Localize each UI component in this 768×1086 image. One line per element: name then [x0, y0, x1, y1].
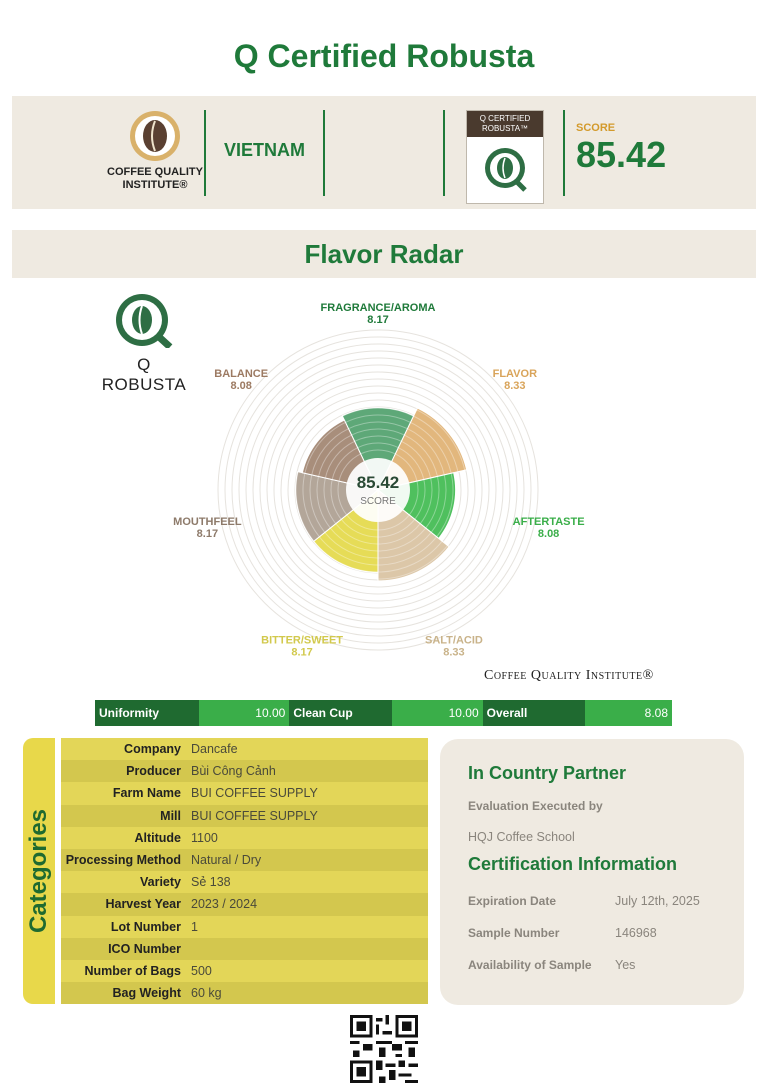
category-row — [61, 893, 428, 915]
q-robusta-logo-text: Q ROBUSTA — [101, 355, 187, 394]
divider — [443, 110, 445, 196]
radar-label-name: FRAGRANCE/AROMA — [320, 302, 436, 314]
flavor-radar-title: Flavor Radar — [304, 239, 464, 269]
category-row — [61, 916, 428, 938]
category-value: 60 kg — [191, 986, 222, 1001]
divider — [563, 110, 565, 196]
stat-label-overall: Overall — [483, 700, 586, 726]
radar-label-score: 8.17 — [196, 527, 219, 540]
category-value: Sẻ 138 — [191, 875, 231, 890]
category-key: Lot Number — [110, 919, 181, 934]
category-row — [61, 849, 428, 871]
category-row — [61, 827, 428, 849]
q-bean-icon — [467, 137, 543, 199]
expiration-date-value: July 12th, 2025 — [615, 894, 700, 908]
radar-label-name: AFTERTASTE — [512, 515, 585, 528]
cqi-logo — [100, 110, 210, 192]
score-value: 85.42 — [576, 134, 667, 175]
stat-value-overall: 8.08 — [585, 700, 672, 726]
sample-number-label: Sample Number — [468, 926, 560, 940]
qr-code-icon[interactable] — [350, 1015, 418, 1083]
evaluation-executed-value: HQJ Coffee School — [468, 830, 575, 844]
category-row — [61, 738, 428, 760]
category-row — [61, 960, 428, 982]
category-row — [61, 982, 428, 1004]
category-key: Altitude — [134, 830, 181, 845]
category-key: Harvest Year — [105, 897, 181, 912]
header-band — [12, 96, 756, 209]
category-row — [61, 782, 428, 804]
category-value: 1100 — [191, 830, 218, 845]
categories-table — [61, 738, 428, 1004]
radar-label-score: 8.17 — [291, 646, 313, 659]
stat-value-clean-cup: 10.00 — [392, 700, 483, 726]
radar-center-label: SCORE — [360, 496, 396, 507]
evaluation-executed-label: Evaluation Executed by — [468, 799, 603, 813]
category-value: 1 — [191, 919, 198, 934]
radar-label-score: 8.17 — [367, 314, 389, 326]
category-row — [61, 871, 428, 893]
radar-center-score: 85.42 — [356, 473, 400, 492]
category-key: Farm Name — [112, 786, 181, 801]
radar-label-name: BITTER/SWEET — [261, 634, 344, 647]
radar-label-name: BALANCE — [214, 367, 269, 380]
coffee-bean-logo-icon — [129, 110, 181, 162]
stat-label-uniformity: Uniformity — [95, 700, 199, 726]
certification-title: Certification Information — [468, 854, 678, 874]
partner-title: In Country Partner — [468, 763, 627, 783]
category-value: Dancafe — [191, 742, 238, 756]
sample-availability-value: Yes — [615, 958, 636, 972]
radar-label-score: 8.33 — [504, 379, 526, 392]
radar-label-score: 8.08 — [537, 527, 560, 540]
divider — [204, 110, 206, 196]
radar-label-name: MOUTHFEEL — [173, 515, 242, 528]
radar-label-score: 8.08 — [230, 379, 252, 392]
category-key: Bag Weight — [112, 986, 181, 1001]
category-value — [185, 938, 191, 960]
partner-panel — [440, 739, 744, 1005]
categories-tab-label: Categories — [25, 808, 53, 934]
score-label: SCORE — [576, 122, 616, 134]
category-key: Company — [124, 742, 181, 756]
category-value: Natural / Dry — [191, 852, 262, 867]
category-key: Mill — [160, 808, 181, 823]
expiration-date-label: Expiration Date — [468, 894, 557, 908]
category-key: Producer — [126, 764, 181, 779]
radar-label-name: SALT/ACID — [424, 634, 483, 647]
badge-line2: ROBUSTA™ — [481, 124, 529, 133]
category-key: Processing Method — [65, 852, 181, 867]
stat-label-clean-cup: Clean Cup — [289, 700, 392, 726]
category-value: Bùi Công Cảnh — [191, 764, 276, 779]
category-key: Number of Bags — [84, 963, 181, 978]
country-name: VIETNAM — [224, 140, 305, 160]
category-key: Variety — [139, 875, 181, 890]
document-title: Q Certified Robusta — [233, 38, 535, 74]
q-certified-badge — [466, 110, 544, 204]
category-value: BUI COFFEE SUPPLY — [191, 786, 318, 801]
category-row — [61, 938, 428, 960]
category-row — [61, 760, 428, 782]
badge-line1: Q CERTIFIED — [479, 114, 531, 123]
sample-availability-label: Availability of Sample — [468, 958, 592, 972]
flavor-radar-chart — [120, 280, 640, 680]
category-value: 2023 / 2024 — [191, 897, 258, 912]
cqi-logo-line1: COFFEE QUALITY — [107, 166, 203, 178]
stat-value-uniformity: 10.00 — [199, 700, 290, 726]
cqi-footer-text: Coffee Quality Institute® — [484, 668, 654, 683]
flavor-radar-band — [12, 230, 756, 278]
sample-number-value: 146968 — [615, 926, 657, 940]
category-value: 500 — [191, 963, 212, 978]
stats-bar — [95, 700, 672, 726]
cqi-logo-line2: INSTITUTE® — [122, 179, 188, 191]
category-value: BUI COFFEE SUPPLY — [191, 808, 318, 823]
category-key: ICO Number — [108, 941, 181, 956]
radar-label-score: 8.33 — [443, 646, 465, 659]
divider — [323, 110, 325, 196]
category-row — [61, 805, 428, 827]
radar-label-name: FLAVOR — [492, 367, 538, 380]
